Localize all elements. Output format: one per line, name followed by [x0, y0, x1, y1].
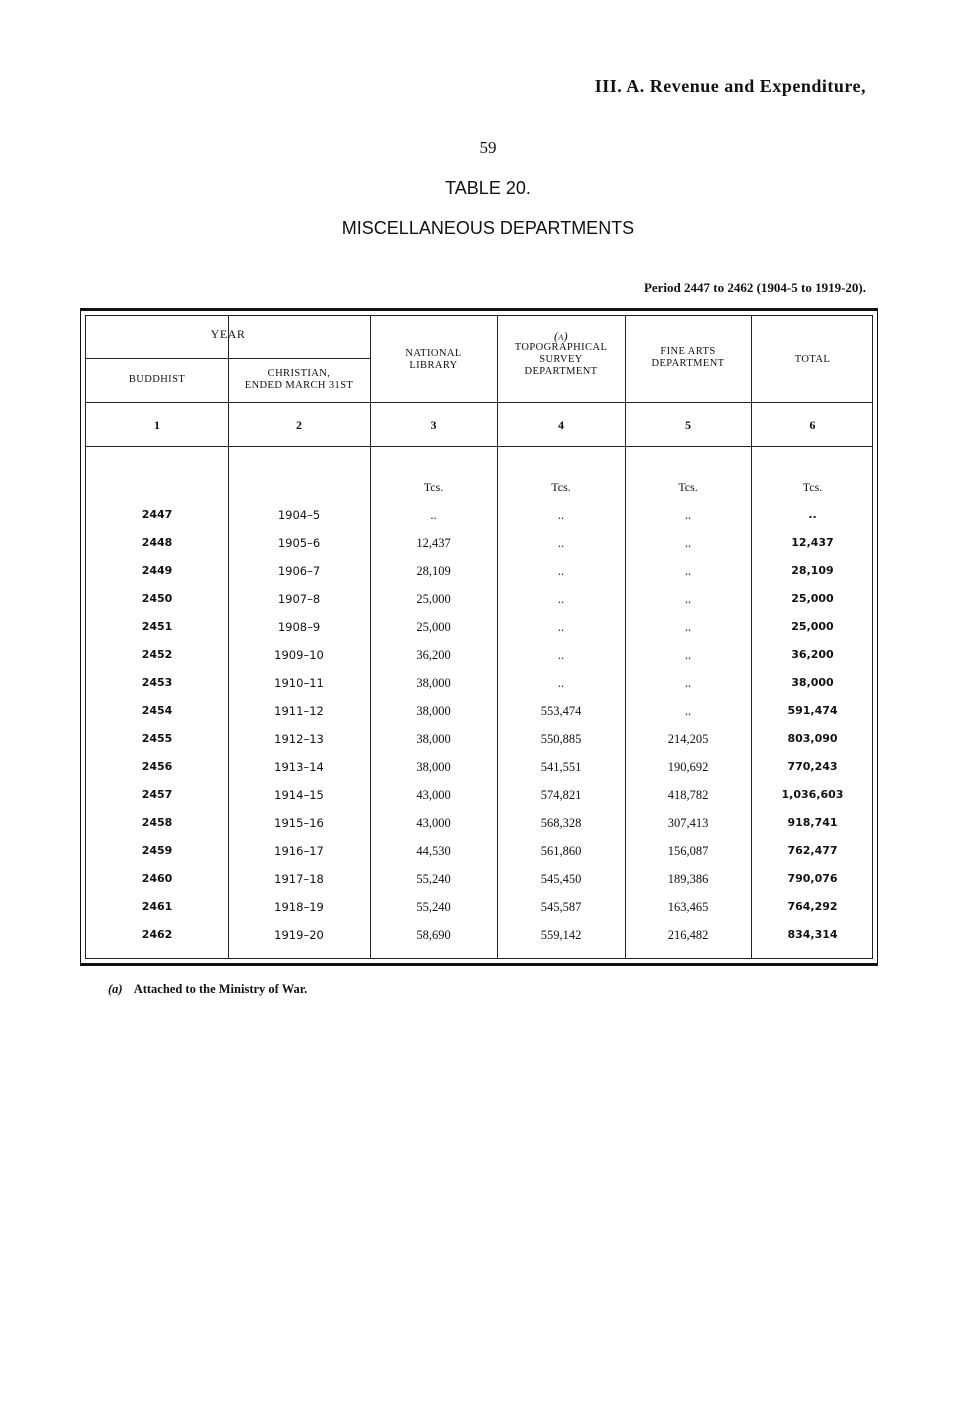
cell-library: 36,200: [416, 648, 451, 662]
cell-library: 43,000: [416, 788, 451, 802]
column-number: 5: [685, 418, 691, 432]
cell-buddhist: 2461: [141, 900, 173, 913]
table-row: [86, 928, 872, 948]
cell-christian: 1904–5: [277, 508, 321, 522]
table-row: [86, 872, 872, 892]
table-rows: [86, 316, 872, 958]
cell-topo: 568,328: [540, 816, 582, 830]
table-row: [86, 816, 872, 836]
cell-christian: 1907–8: [277, 592, 321, 606]
cell-buddhist: 2462: [141, 928, 173, 941]
cell-fine-arts: ..: [684, 648, 692, 662]
cell-fine-arts: ..: [684, 704, 692, 718]
cell-topo: 545,450: [540, 872, 582, 886]
table-row: [86, 648, 872, 668]
column-number: 6: [809, 418, 816, 432]
national-library-header-line: NATIONAL: [405, 348, 462, 359]
table-row: [86, 676, 872, 696]
cell-total: 834,314: [787, 928, 838, 941]
cell-topo: ..: [557, 508, 565, 522]
cell-library: 43,000: [416, 816, 451, 830]
footnote: [108, 982, 307, 997]
table-body: [85, 315, 873, 959]
table-title: TABLE 20.: [445, 178, 531, 198]
page-number: 59: [479, 138, 497, 157]
cell-fine-arts: 163,465: [667, 900, 709, 914]
cell-buddhist: 2455: [141, 732, 173, 745]
cell-topo: 574,821: [540, 788, 582, 802]
cell-library: 44,530: [416, 844, 451, 858]
cell-fine-arts: 189,386: [667, 872, 709, 886]
cell-topo: ..: [557, 564, 565, 578]
cell-christian: 1912–13: [274, 732, 324, 746]
christian-header-line: ENDED MARCH 31ST: [244, 380, 354, 391]
cell-christian: 1908–9: [277, 620, 321, 634]
cell-topo: 561,860: [540, 844, 582, 858]
cell-buddhist: 2448: [141, 536, 173, 549]
cell-library: 58,690: [416, 928, 451, 942]
cell-buddhist: 2459: [141, 844, 173, 857]
cell-topo: 553,474: [540, 704, 582, 718]
data-table: [80, 308, 878, 966]
cell-buddhist: 2460: [141, 872, 173, 885]
cell-buddhist: 2458: [141, 816, 173, 829]
cell-buddhist: 2449: [141, 564, 173, 577]
buddhist-header: BUDDHIST: [128, 374, 186, 385]
cell-buddhist: 2454: [141, 704, 173, 717]
table-row: [86, 732, 872, 752]
cell-total: 36,200: [791, 648, 834, 661]
table-row: [86, 844, 872, 864]
topographical-header-line: TOPOGRAPHICAL: [514, 342, 608, 353]
table-row: [86, 704, 872, 724]
fine-arts-header-line: DEPARTMENT: [651, 358, 725, 369]
cell-christian: 1918–19: [274, 900, 324, 914]
column-number: 4: [558, 418, 564, 432]
cell-total: 803,090: [787, 732, 838, 745]
cell-fine-arts: 216,482: [667, 928, 709, 942]
table-row: [86, 620, 872, 640]
cell-christian: 1910–11: [274, 676, 324, 690]
cell-library: 38,000: [416, 732, 451, 746]
cell-christian: 1913–14: [274, 760, 324, 774]
topographical-header-line: DEPARTMENT: [524, 366, 598, 377]
cell-buddhist: 2457: [141, 788, 173, 801]
table-row: [86, 508, 872, 528]
cell-fine-arts: ..: [684, 592, 692, 606]
cell-fine-arts: ..: [684, 564, 692, 578]
year-header: YEAR: [210, 327, 246, 341]
table-row: [86, 760, 872, 780]
cell-christian: 1917–18: [274, 872, 324, 886]
cell-topo: ..: [557, 676, 565, 690]
table-row: [86, 788, 872, 808]
cell-total: 762,477: [787, 844, 838, 857]
unit-label: Tcs.: [678, 480, 698, 494]
column-number: 1: [154, 418, 160, 432]
cell-topo: ..: [557, 648, 565, 662]
table-row: [86, 592, 872, 612]
cell-library: 28,109: [416, 564, 451, 578]
national-library-header-line: LIBRARY: [409, 360, 458, 371]
table-row: [86, 900, 872, 920]
cell-total: 38,000: [791, 676, 834, 689]
cell-total: 591,474: [787, 704, 838, 717]
cell-fine-arts: 190,692: [667, 760, 709, 774]
cell-christian: 1916–17: [274, 844, 324, 858]
cell-library: 55,240: [416, 900, 451, 914]
cell-topo: ..: [557, 536, 565, 550]
cell-buddhist: 2447: [141, 508, 173, 521]
cell-christian: 1911–12: [274, 704, 324, 718]
cell-total: 25,000: [791, 620, 834, 633]
cell-fine-arts: 156,087: [667, 844, 709, 858]
cell-total: 28,109: [791, 564, 834, 577]
cell-christian: 1909–10: [274, 648, 324, 662]
cell-topo: 541,551: [540, 760, 582, 774]
cell-library: 12,437: [416, 536, 451, 550]
table-subtitle: MISCELLANEOUS DEPARTMENTS: [341, 218, 635, 238]
cell-fine-arts: ..: [684, 676, 692, 690]
cell-buddhist: 2453: [141, 676, 173, 689]
cell-total: 790,076: [787, 872, 838, 885]
cell-total: 918,741: [787, 816, 838, 829]
cell-christian: 1919–20: [274, 928, 324, 942]
cell-topo: 545,587: [540, 900, 582, 914]
cell-buddhist: 2456: [141, 760, 173, 773]
table-row: [86, 564, 872, 584]
cell-fine-arts: 418,782: [667, 788, 709, 802]
column-number: 3: [430, 418, 437, 432]
christian-header-line: CHRISTIAN,: [267, 368, 331, 379]
cell-topo: ..: [557, 620, 565, 634]
cell-topo: ..: [557, 592, 565, 606]
cell-fine-arts: ..: [684, 620, 692, 634]
cell-library: 38,000: [416, 704, 451, 718]
cell-total: 12,437: [791, 536, 834, 549]
table-row: [86, 536, 872, 556]
cell-total: 770,243: [787, 760, 838, 773]
fine-arts-header-line: FINE ARTS: [660, 346, 716, 357]
cell-total: 25,000: [791, 592, 834, 605]
cell-christian: 1915–16: [274, 816, 324, 830]
cell-christian: 1914–15: [274, 788, 324, 802]
cell-fine-arts: ..: [684, 508, 692, 522]
cell-library: 25,000: [416, 592, 451, 606]
unit-label: Tcs.: [551, 480, 571, 494]
cell-library: 38,000: [416, 676, 451, 690]
cell-library: ..: [430, 508, 437, 522]
cell-topo: 550,885: [540, 732, 582, 746]
cell-christian: 1905–6: [277, 536, 321, 550]
cell-buddhist: 2452: [141, 648, 173, 661]
footnote-text: Attached to the Ministry of War.: [133, 982, 308, 996]
cell-buddhist: 2451: [141, 620, 173, 633]
topographical-header-line: SURVEY: [539, 354, 583, 365]
cell-fine-arts: 214,205: [667, 732, 709, 746]
footnote-marker: (a): [108, 982, 123, 996]
cell-library: 38,000: [416, 760, 451, 774]
cell-library: 25,000: [416, 620, 451, 634]
unit-label: Tcs.: [423, 480, 444, 494]
period-caption: Period 2447 to 2462 (1904-5 to 1919-20).: [643, 280, 866, 295]
cell-buddhist: 2450: [141, 592, 173, 605]
cell-fine-arts: ..: [684, 536, 692, 550]
cell-fine-arts: 307,413: [667, 816, 709, 830]
total-header: TOTAL: [794, 354, 831, 365]
cell-library: 55,240: [416, 872, 451, 886]
topographical-note-marker: (a): [553, 329, 569, 343]
cell-total: 764,292: [787, 900, 838, 913]
cell-topo: 559,142: [540, 928, 582, 942]
cell-christian: 1906–7: [277, 564, 321, 578]
cell-total: ..: [808, 508, 817, 521]
column-number: 2: [296, 418, 302, 432]
cell-total: 1,036,603: [781, 788, 844, 801]
unit-label: Tcs.: [802, 480, 823, 494]
running-head: III. A. Revenue and Expenditure,: [594, 76, 866, 96]
